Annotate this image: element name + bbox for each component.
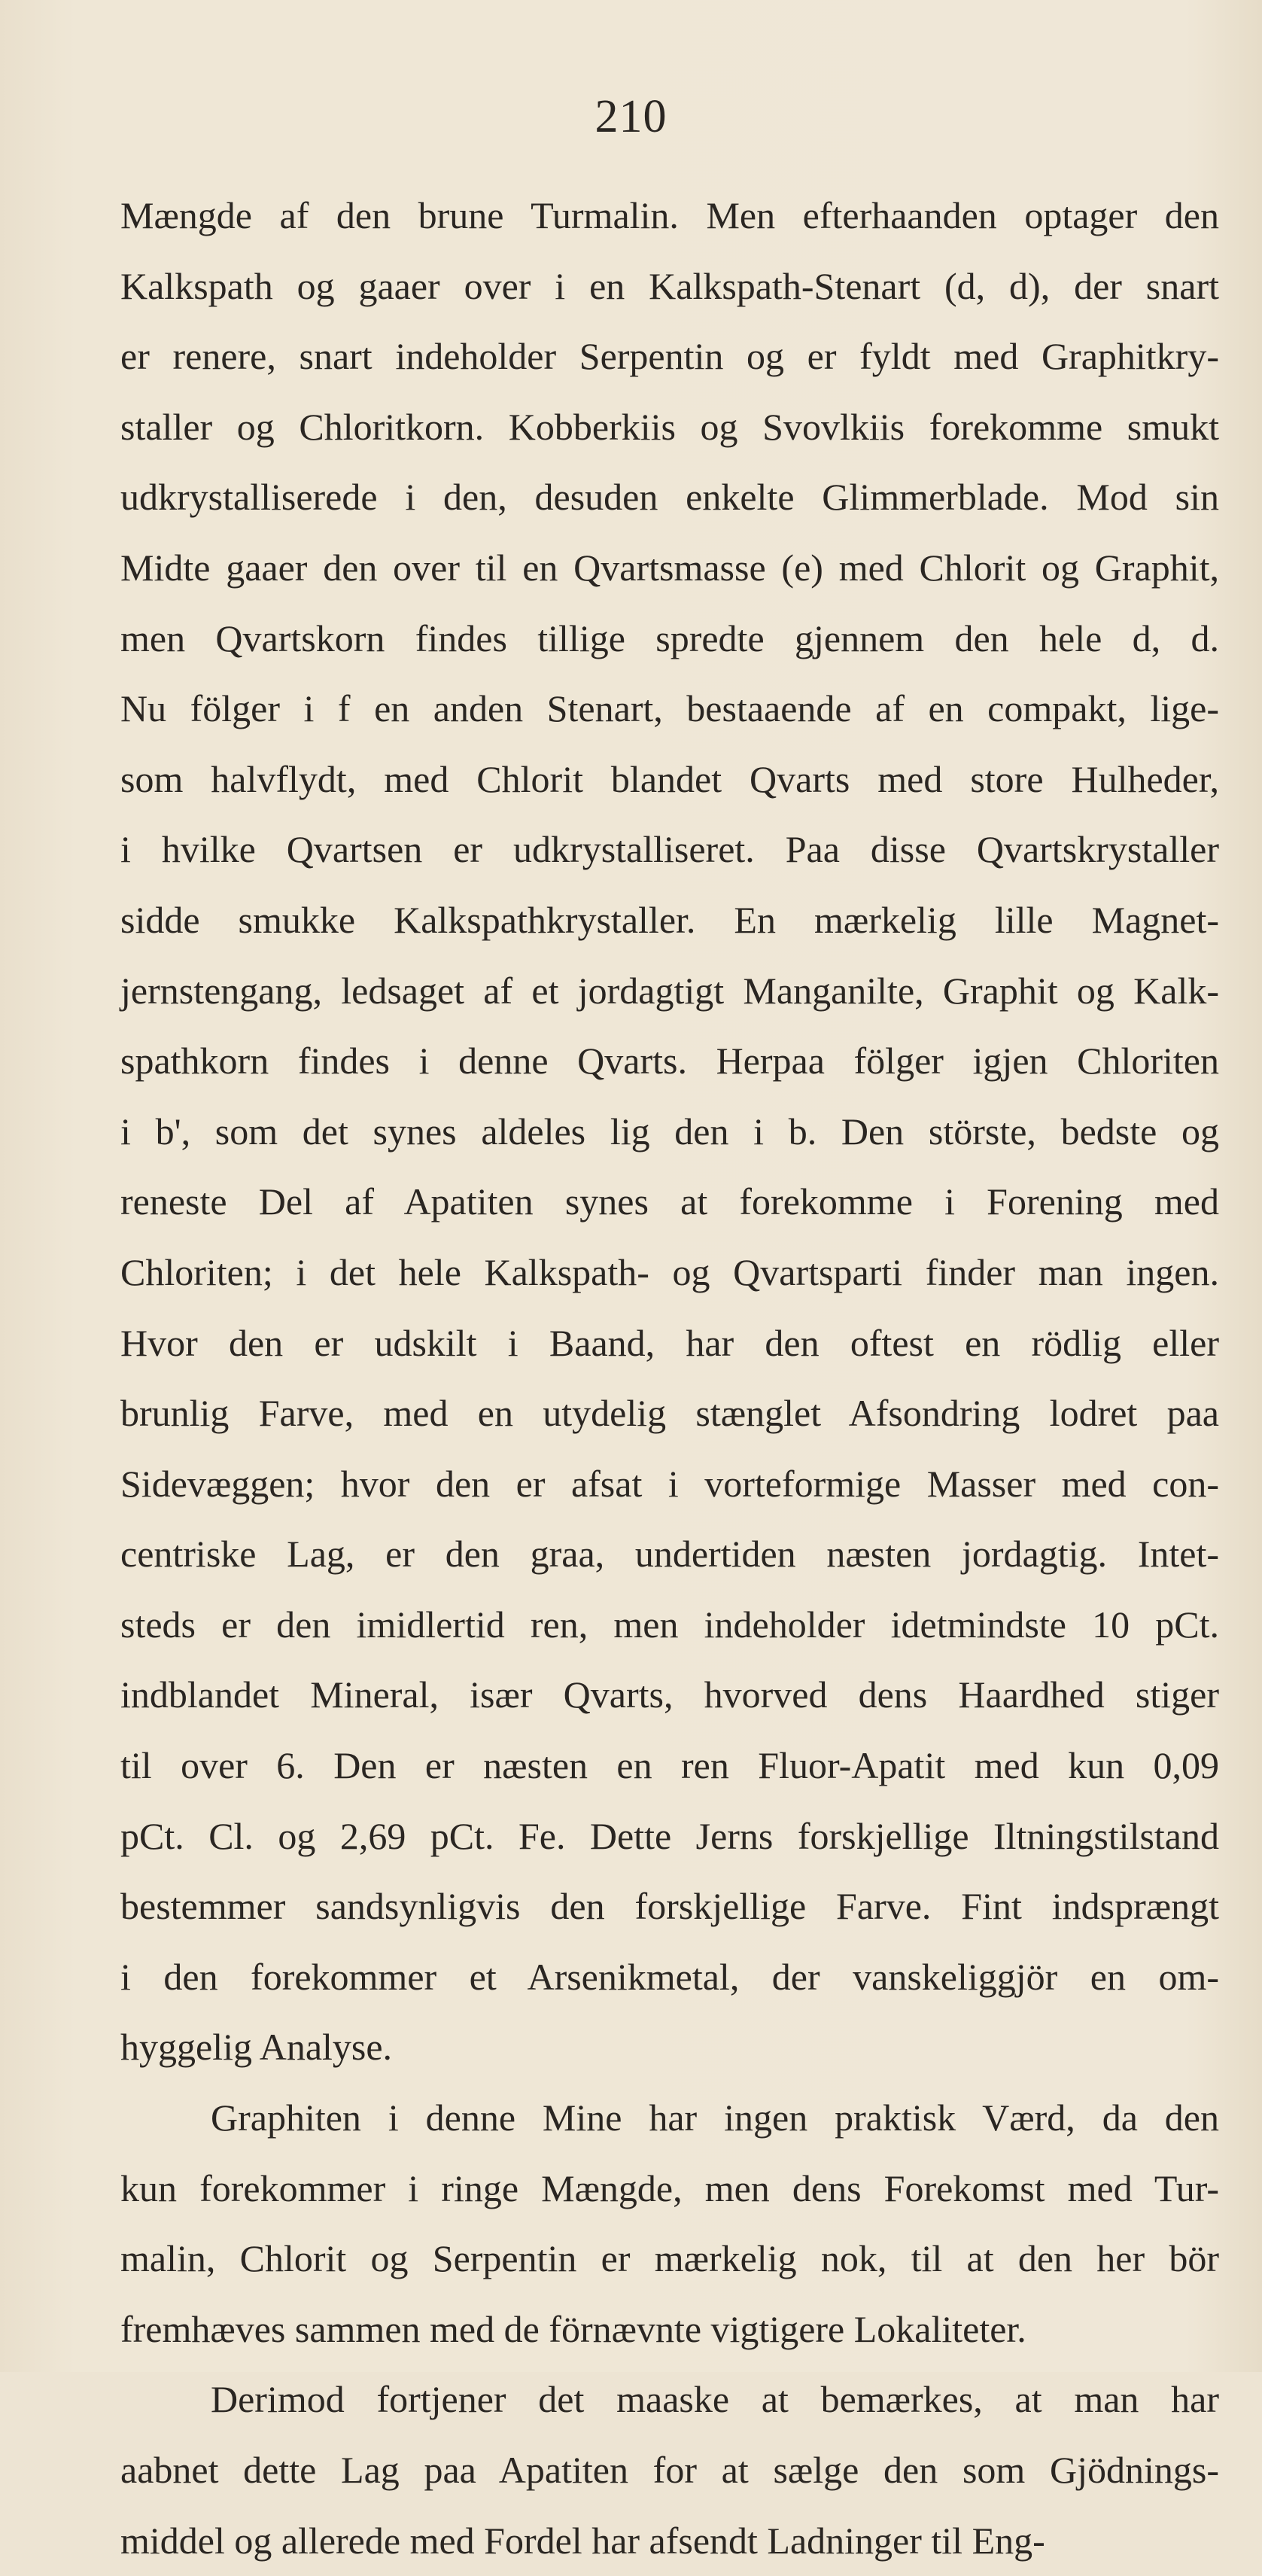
text-line: malin, Chlorit og Serpentin er mærkelig nok, til at den her bör — [120, 2237, 1219, 2280]
text-line: steds er den imidlertid ren, men indeholder idetmindste 10 pCt. — [120, 1603, 1219, 1646]
text-line: Kalkspath og gaaer over i en Kalkspath-Stenart (d, d), der snart — [120, 264, 1219, 307]
text-line: reneste Del af Apatiten synes at forekomme i Forening med — [120, 1180, 1219, 1223]
text-line: Sidevæggen; hvor den er afsat i vorteformige Masser med con- — [120, 1462, 1219, 1505]
text-line: Hvor den er udskilt i Baand, har den oftest en rödlig eller — [120, 1321, 1219, 1364]
text-line: i hvilke Qvartsen er udkrystalliseret. Paa disse Qvartskrystaller — [120, 828, 1219, 871]
page-number: 210 — [595, 91, 667, 142]
text-line: Derimod fortjener det maaske at bemærkes, at man har — [211, 2378, 1219, 2421]
text-line: Mængde af den brune Turmalin. Men efterhaanden optager den — [120, 194, 1219, 236]
text-line: sidde smukke Kalkspathkrystaller. En mærkelig lille Magnet- — [120, 898, 1219, 941]
text-line: indblandet Mineral, især Qvarts, hvorved dens Haardhed stiger — [120, 1673, 1219, 1716]
text-line: i den forekommer et Arsenikmetal, der vanskeliggjör en om- — [120, 1955, 1219, 1998]
text-line: men Qvartskorn findes tillige spredte gjennem den hele d, d. — [120, 617, 1219, 659]
text-line: brunlig Farve, med en utydelig stænglet Afsondring lodret paa — [120, 1392, 1219, 1435]
text-line: fremhæves sammen med de förnævnte vigtigere Lokaliteter. — [120, 2307, 1026, 2350]
text-line: bestemmer sandsynligvis den forskjellige Farve. Fint indsprængt — [120, 1885, 1219, 1928]
text-line: til over 6. Den er næsten en ren Fluor-Apatit med kun 0,09 — [120, 1744, 1219, 1787]
text-line: spathkorn findes i denne Qvarts. Herpaa fölger igjen Chloriten — [120, 1040, 1219, 1082]
text-line: som halvflydt, med Chlorit blandet Qvarts med store Hulheder, — [120, 757, 1219, 800]
text-line: centriske Lag, er den graa, undertiden næsten jordagtig. Intet- — [120, 1533, 1219, 1576]
text-line: kun forekommer i ringe Mængde, men dens Forekomst med Tur- — [120, 2166, 1219, 2209]
text-line: staller og Chloritkorn. Kobberkiis og Svovlkiis forekomme smukt — [120, 405, 1219, 448]
text-line: er renere, snart indeholder Serpentin og er fyldt med Graphitkry- — [120, 335, 1219, 378]
body-text — [120, 181, 1219, 2576]
text-line: Nu fölger i f en anden Stenart, bestaaende af en compakt, lige- — [120, 687, 1219, 730]
text-line: udkrystalliserede i den, desuden enkelte Glimmerblade. Mod sin — [120, 476, 1219, 519]
text-line: Chloriten; i det hele Kalkspath- og Qvartsparti finder man ingen. — [120, 1250, 1219, 1293]
text-line: Graphiten i denne Mine har ingen praktisk Værd, da den — [211, 2096, 1219, 2139]
text-line: i b', som det synes aldeles lig den i b. Den störste, bedste og — [120, 1110, 1219, 1153]
text-line: middel og allerede med Fordel har afsendt Ladninger til Eng- — [120, 2519, 1045, 2562]
text-line: jernstengang, ledsaget af et jordagtigt Manganilte, Graphit og Kalk- — [120, 969, 1219, 1012]
text-line: pCt. Cl. og 2,69 pCt. Fe. Dette Jerns forskjellige Iltningstilstand — [120, 1814, 1219, 1857]
text-line: hyggelig Analyse. — [120, 2026, 393, 2069]
text-line: aabnet dette Lag paa Apatiten for at sælge den som Gjödnings- — [120, 2449, 1219, 2491]
text-line: Midte gaaer den over til en Qvartsmasse (e) med Chlorit og Graphit, — [120, 546, 1219, 589]
